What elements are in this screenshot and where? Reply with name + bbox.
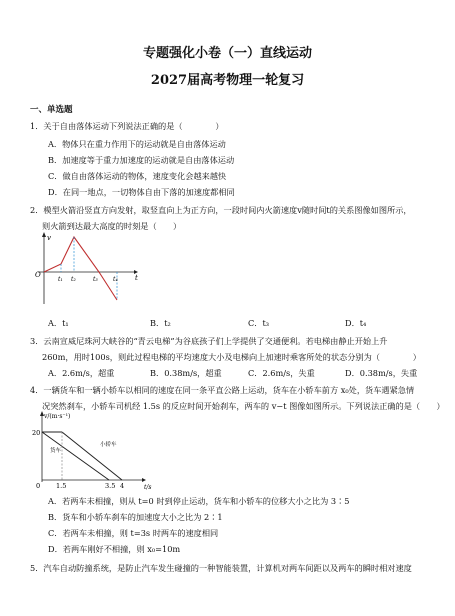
car-velocity-line bbox=[62, 432, 122, 480]
question-3-stem-line-2: 260m，用时100s，则此过程电梯的平均速度大小及电梯向上加速时乘客所处的状态分别为（ ） bbox=[42, 352, 421, 362]
t2-label: t₂ bbox=[71, 276, 76, 283]
question-2-option-c: C．t₃ bbox=[248, 318, 270, 328]
question-4-option-b: B．货车和小轿车刹车的加速度大小之比为 2∶1 bbox=[48, 512, 223, 522]
x-tick-0: 0 bbox=[36, 482, 41, 490]
x-tick-4: 4 bbox=[120, 482, 125, 490]
x-tick-1.5: 1.5 bbox=[56, 482, 67, 490]
velocity-time-graph-vehicles bbox=[30, 410, 165, 494]
velocity-time-graph-rocket bbox=[30, 230, 160, 310]
question-2-option-a: A．t₁ bbox=[48, 318, 69, 328]
truck-label: 货车 bbox=[50, 448, 62, 454]
question-1-stem: 1．关于自由落体运动下列说法正确的是（ ） bbox=[30, 121, 224, 131]
question-3-option-a: A．2.6m/s，超重 bbox=[48, 368, 115, 378]
question-4-option-c: C．若两车未相撞，则 t=3s 时两车的速度相同 bbox=[48, 528, 219, 538]
question-4-stem-line-1: 4．一辆货车和一辆小轿车以相同的速度在同一条平直公路上运动，货车在小轿车前方 x₀处，货车遇紧急情 bbox=[30, 385, 415, 395]
question-4-stem-line-2: 况突然刹车，小轿车司机经 1.5s 的反应时间开始刹车，两车的 v−t 图像如图所示。下列说法正确的是（ ） bbox=[42, 401, 445, 411]
t4-label: t₄ bbox=[113, 276, 118, 283]
question-4-option-d: D．若两车刚好不相撞，则 x₀=10m bbox=[48, 544, 181, 554]
question-5-stem-line-1: 5．汽车自动防撞系统，是防止汽车发生碰撞的一种智能装置，计算机对两车间距以及两车的瞬时相对速度 bbox=[30, 563, 412, 573]
car-label: 小轿车 bbox=[100, 442, 117, 448]
x-tick-3.5: 3.5 bbox=[105, 482, 116, 490]
question-2-option-d: D．t₄ bbox=[345, 318, 367, 328]
t3-label: t₃ bbox=[93, 276, 98, 283]
question-3-stem-line-1: 3．云南宣威尼珠河大峡谷的“青云电梯”为谷底孩子们上学提供了交通便利。若电梯由静止开始上升 bbox=[30, 336, 388, 346]
y-tick-20: 20 bbox=[32, 429, 41, 437]
question-4-option-a: A．若两车未相撞，则从 t=0 时到停止运动，货车和小轿车的位移大小之比为 3∶5 bbox=[48, 496, 350, 506]
document-title: 专题强化小卷（一）直线运动 bbox=[142, 46, 312, 61]
question-3-option-b: B．0.38m/s，超重 bbox=[150, 368, 222, 378]
document-subtitle: 2027届高考物理一轮复习 bbox=[150, 73, 305, 88]
question-1-option-a: A．物体只在重力作用下的运动就是自由落体运动 bbox=[48, 139, 226, 149]
question-1-option-b: B．加速度等于重力加速度的运动就是自由落体运动 bbox=[48, 155, 235, 165]
question-1-option-d: D．在同一地点，一切物体自由下落的加速度都相同 bbox=[48, 187, 235, 197]
question-2-option-b: B．t₂ bbox=[150, 318, 171, 328]
origin-label: O bbox=[35, 271, 41, 279]
y-axis-label: v bbox=[47, 234, 51, 242]
x-axis-label: t bbox=[135, 274, 138, 282]
section-heading: 一、单选题 bbox=[30, 105, 73, 115]
x-axis-label: t/s bbox=[144, 484, 152, 491]
question-2-stem-line-1: 2．模型火箭沿竖直方向发射，取竖直向上为正方向，一段时间内火箭速度v随时间t的关系图像如图所示， bbox=[30, 205, 412, 215]
t1-label: t₁ bbox=[58, 276, 63, 283]
question-1-option-c: C．做自由落体运动的物体，速度变化会越来越快 bbox=[48, 171, 227, 181]
x-axis-arrow bbox=[142, 478, 146, 482]
y-axis-label: v/(m·s⁻¹) bbox=[44, 413, 71, 420]
y-axis-arrow bbox=[42, 232, 46, 237]
velocity-curve bbox=[44, 237, 117, 300]
truck-velocity-line bbox=[42, 432, 109, 480]
question-3-option-d: D．0.38m/s，失重 bbox=[345, 368, 418, 378]
question-2-stem-line-2: 则火箭到达最大高度的时刻是（ ） bbox=[42, 221, 182, 231]
question-3-option-c: C．2.6m/s，失重 bbox=[248, 368, 315, 378]
